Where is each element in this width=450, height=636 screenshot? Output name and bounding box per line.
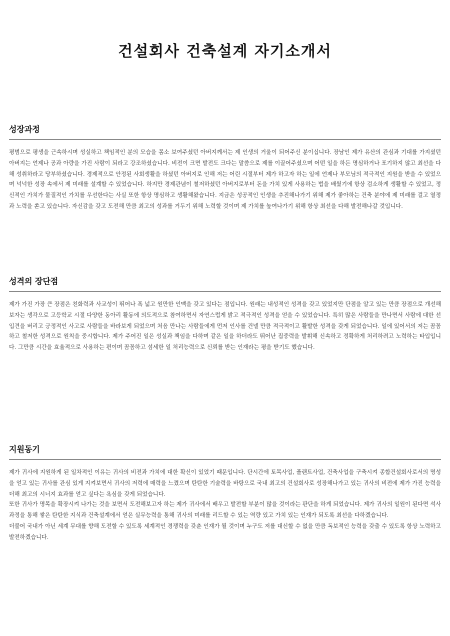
section-divider xyxy=(9,139,441,140)
section-divider xyxy=(9,291,441,292)
section-growth xyxy=(9,124,441,213)
section-motivation xyxy=(9,444,441,544)
section-paragraph: 더불어 국내가 아닌 세계 무대를 향해 도전할 수 있도록 세계적인 경쟁력을 갖춘 인재가 될 것이며 누구도 저를 대신할 수 없을 만큼 독보적인 능력을 갖출 수 있도록 항상 노력하고 발전하겠습니다. xyxy=(9,523,441,541)
section-heading: 성장과정 xyxy=(9,125,40,134)
section-paragraph: 제가 귀사에 지원하게 된 일차적인 이유는 귀사의 비전과 가치에 대한 확신이 있었기 때문입니다. 단시간에 토목사업, 플랜트사업, 건축사업을 구축시켜 종합건설회사로서의 명성을 얻고 있는 귀사를 관심 있게 지켜보면서 귀사의 저력에 매력을 느꼈으며 탄탄한 기술력을 바탕으로 국내 최고의 건설회사로 성장해나가고 있는 귀사의 비전에 제가 가진 능력을 더해 최고의 시너지 효과를 얻고 싶다는 욕심을 갖게 되었습니다. xyxy=(9,470,441,498)
section-paragraph: 또한 귀사가 명목을 확장시켜 나가는 것을 보면서 도전해보고자 하는 제가 귀사에서 배우고 발전할 부분이 많을 것이라는 판단을 하게 되었습니다. 제가 귀사의 일원이 된다면 석사과정을 통해 쌓은 탄탄한 지식과 건축설계에서 얻은 실무능력을 통해 귀사의 미래를 리드할 수 있는 역량 있고 가치 있는 인재가 되도록 최선을 다하겠습니다. xyxy=(9,502,441,520)
section-heading: 성격의 장단점 xyxy=(9,277,59,286)
document-title: 건설회사 건축설계 자기소개서 xyxy=(118,42,332,60)
section-paragraph: 제가 가진 가장 큰 장점은 친화력과 사교성이 뛰어나 폭 넓고 원만한 인맥을 갖고 있다는 점입니다. 원래는 내성적인 성격을 갖고 있었지만 단점을 알고 있는 만큼 장점으로 개선해보자는 생각으로 고등학교 시절 다양한 동아리 활동에 의도적으로 참여하면서 자연스럽게 밝고 적극적인 성격을 얻을 수 있었습니다. 특히 많은 사람들을 만나면서 사람에 대한 선입견을 버리고 긍정적인 사고로 사람들을 바라보게 되었으며 처음 만나는 사람들에게 먼저 인사를 건넬 만큼 적극적이고 활발한 성격을 갖게 되었습니다. 일에 있어서의 저는 꼼꼼하고 철저한 성격으로 원칙을 중시합니다. 제가 주어진 일은 성실과 책임을 다하며 같은 일을 하더라도 뛰어난 집중력을 발휘해 신속하고 정확하게 처리하려고 노력하는 타입입니다. 그만큼 시간을 효율적으로 사용하는 편이며 꼼꼼하고 섬세한 일 처리능력으로 신뢰를 받는 인재라는 평을 받기도 했습니다. xyxy=(9,302,441,352)
section-personality xyxy=(9,276,441,354)
section-divider xyxy=(9,459,441,460)
section-heading: 지원동기 xyxy=(9,445,40,454)
section-paragraph: 평범으로 평생을 근속하시며 성실하고 책임적인 분의 모습을 몸소 보여주셨던 아버지께서는 제 인생의 거울이 되어주신 분이십니다. 장남인 제가 유산의 관심과 기대를 가지셨던 아버지는 언제나 공과 아량을 가진 사람이 되라고 강조하셨습니다. 비전이 크면 발전도 크다는 말씀으로 제를 이끌어주셨으며 어떤 일을 하든 명심하거나 포기하지 않고 최선을 다해 성취하라고 당부하셨습니다. 경제적으로 안정된 사회생활을 하셨던 아버지로 인해 저는 어린 시절부터 제가 하고자 하는 일에 언제나 부모님의 적극적인 지원을 받을 수 있었으며 넉넉한 성장 속에서 제 미래를 설계할 수 있었습니다. 하지만 경제관념이 철저하셨던 아버지로부터 돈을 가치 있게 사용하는 법을 배웠기에 항상 검소하게 생활할 수 있었고, 정신적인 가치가 물질적인 가치를 우선한다는 사실 또한 항상 명심하고 생활해왔습니다. 지금은 성공적인 인생을 추진해나가기 위해 제가 좋아하는 건축 분야에 제 미래를 걸고 열정과 노력을 쏟고 있습니다. 자신감을 갖고 도전해 만큼 최고의 성과를 거두기 위해 노력할 것이며 제 가치를 높여나가기 위해 항상 최선을 다해 발전해나갈 것입니다. xyxy=(9,150,441,210)
